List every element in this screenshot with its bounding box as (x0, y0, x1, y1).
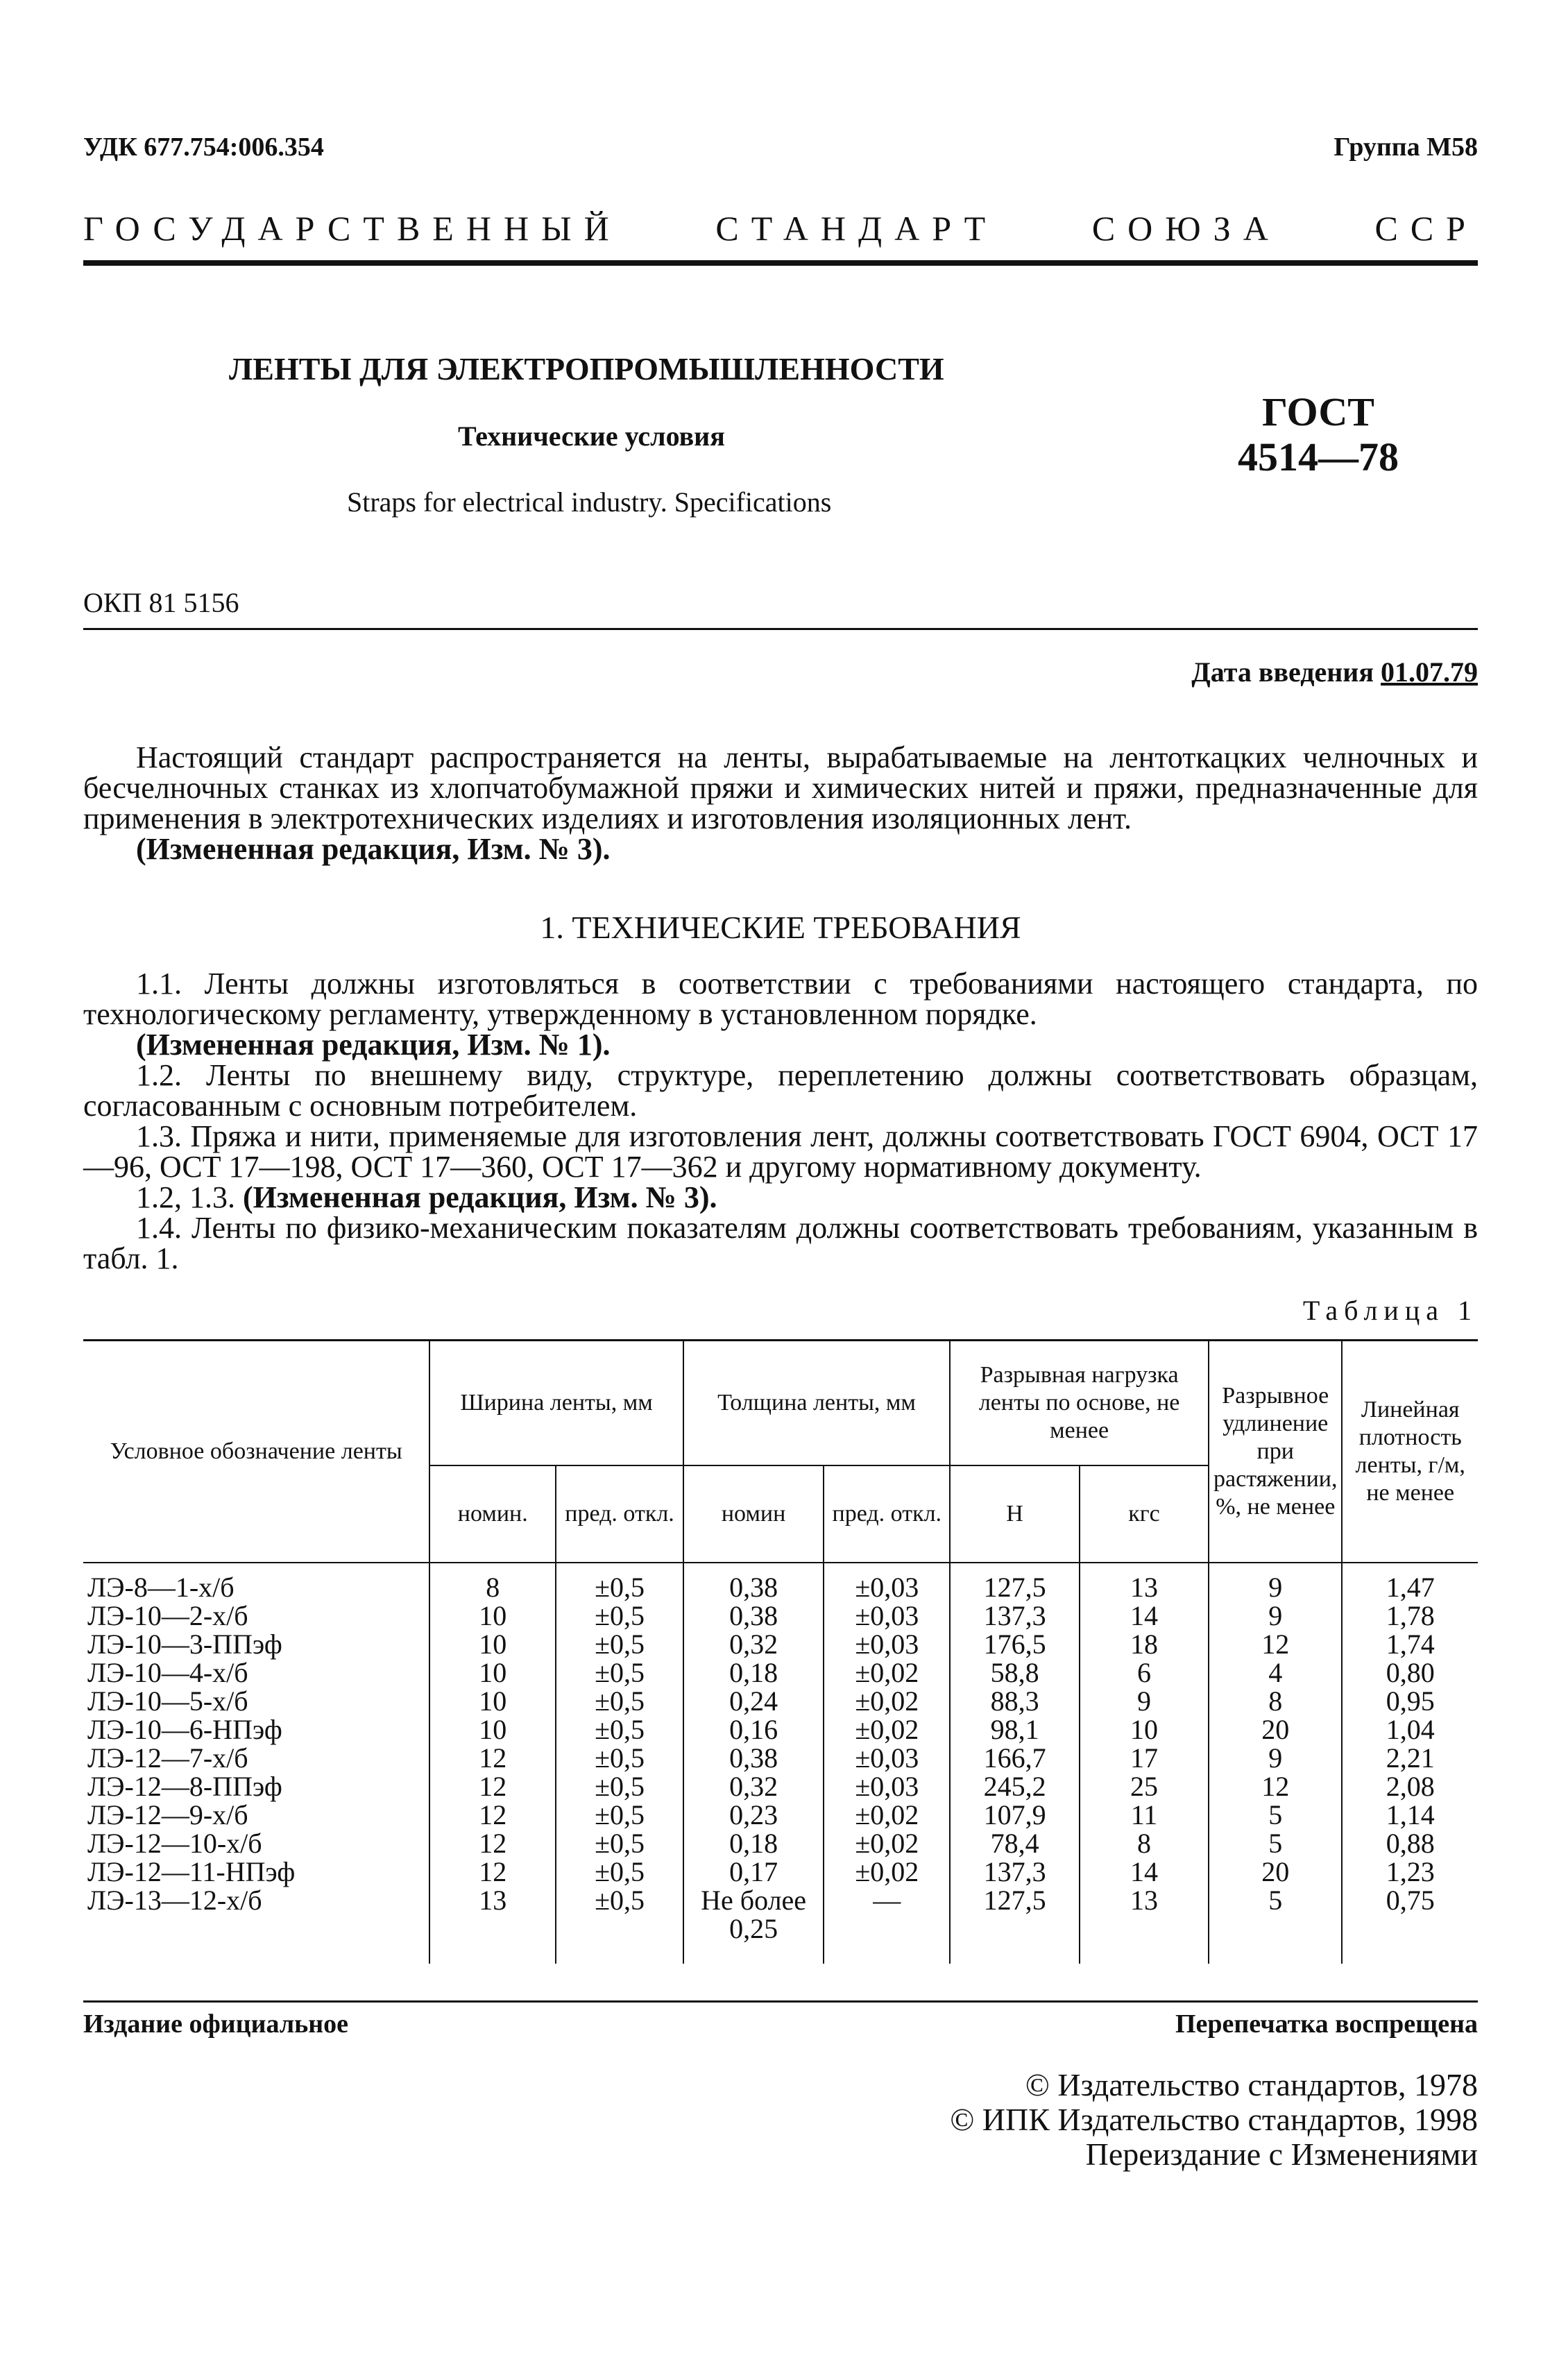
official-edition: Издание официальное (83, 2009, 349, 2039)
col-width-dev: пред. откл. (556, 1465, 683, 1563)
row-designation: ЛЭ-12—9-х/б (83, 1801, 429, 1829)
introduction-date (1191, 656, 1478, 688)
table-cell: 20 (1209, 1858, 1342, 1886)
table-cell: 8 (1209, 1687, 1342, 1715)
table-cell: 12 (429, 1801, 556, 1829)
copyright-1978: © Издательство стандартов, 1978 (1025, 2067, 1478, 2102)
table-row (83, 1687, 1478, 1715)
table-cell: 9 (1209, 1744, 1342, 1772)
intro-amendment: (Измененная редакция, Изм. № 3). (136, 832, 611, 866)
table-cell: 0,23 (683, 1801, 824, 1829)
row-designation: ЛЭ-8—1-х/б (83, 1563, 429, 1601)
table-cell: 1,04 (1342, 1715, 1478, 1744)
table-cell: ±0,03 (824, 1630, 950, 1658)
table-cell: 0,38 (683, 1563, 824, 1601)
table-cell: 20 (1209, 1715, 1342, 1744)
amendment-prefix: 1.2, 1.3. (136, 1180, 235, 1214)
table-cell: 18 (1080, 1630, 1209, 1658)
date-value: 01.07.79 (1381, 656, 1478, 688)
table-cell: 10 (429, 1658, 556, 1687)
table-row (83, 1715, 1478, 1744)
table-cell: 6 (1080, 1658, 1209, 1687)
table-cell: ±0,02 (824, 1715, 950, 1744)
table-cell: 8 (1080, 1829, 1209, 1858)
table-cell: 14 (1080, 1601, 1209, 1630)
table-cell: ±0,5 (556, 1601, 683, 1630)
document-subtitle: Технические условия (458, 420, 725, 452)
section-heading: 1. ТЕХНИЧЕСКИЕ ТРЕБОВАНИЯ (540, 910, 1021, 945)
table-cell: 0,32 (683, 1630, 824, 1658)
table-cell: 13 (1080, 1563, 1209, 1601)
table-cell: 11 (1080, 1801, 1209, 1829)
row-designation: ЛЭ-13—12-х/б (83, 1886, 429, 1964)
reprint-prohibited: Перепечатка воспрещена (1175, 2009, 1478, 2039)
table-cell: 0,32 (683, 1772, 824, 1801)
table-cell: 127,5 (950, 1886, 1080, 1964)
table-cell: 166,7 (950, 1744, 1080, 1772)
table-cell: 25 (1080, 1772, 1209, 1801)
table-caption: Таблица 1 (1302, 1295, 1478, 1326)
table-cell: 137,3 (950, 1858, 1080, 1886)
table-cell: 1,78 (1342, 1601, 1478, 1630)
table-cell: 1,47 (1342, 1563, 1478, 1601)
table-cell: 2,21 (1342, 1744, 1478, 1772)
table-cell: ±0,02 (824, 1858, 950, 1886)
row-designation: ЛЭ-10—2-х/б (83, 1601, 429, 1630)
table-cell: Не более 0,25 (683, 1886, 824, 1964)
copyright-block (950, 2068, 1478, 2172)
table-cell: 17 (1080, 1744, 1209, 1772)
table-cell: 0,38 (683, 1601, 824, 1630)
table-cell: 10 (429, 1687, 556, 1715)
table-cell: ±0,5 (556, 1563, 683, 1601)
row-designation: ЛЭ-10—6-НПэф (83, 1715, 429, 1744)
table-row (83, 1886, 1478, 1964)
clause-1-4: 1.4. Ленты по физико-механическим показателям должны соответствовать требованиям, указанным в табл. 1. (83, 1211, 1478, 1275)
row-designation: ЛЭ-12—7-х/б (83, 1744, 429, 1772)
col-elongation: Разрывное удлинение при растяжении, %, не менее (1209, 1341, 1342, 1563)
table-cell: 245,2 (950, 1772, 1080, 1801)
table-cell: 12 (429, 1744, 556, 1772)
table-cell: 12 (429, 1858, 556, 1886)
table-cell: 78,4 (950, 1829, 1080, 1858)
col-load-n: Н (950, 1465, 1080, 1563)
table-cell: 10 (429, 1601, 556, 1630)
col-width: Ширина ленты, мм (429, 1341, 683, 1466)
table-cell: 5 (1209, 1829, 1342, 1858)
table-cell: 12 (429, 1772, 556, 1801)
table-cell: 14 (1080, 1858, 1209, 1886)
table-cell: 0,95 (1342, 1687, 1478, 1715)
table-cell: ±0,03 (824, 1563, 950, 1601)
clause-1-2-1-3-amendment (83, 1182, 1478, 1213)
table-cell: 9 (1209, 1563, 1342, 1601)
english-title: Straps for electrical industry. Specifications (347, 486, 832, 518)
table-cell: 12 (429, 1829, 556, 1858)
table-cell: ±0,5 (556, 1715, 683, 1744)
table-row (83, 1858, 1478, 1886)
table-cell: 0,17 (683, 1858, 824, 1886)
col-load-kgf: кгс (1080, 1465, 1209, 1563)
row-designation: ЛЭ-12—11-НПэф (83, 1858, 429, 1886)
date-label: Дата введения (1191, 656, 1374, 688)
col-designation: Условное обозначение ленты (83, 1341, 429, 1563)
table-cell: 5 (1209, 1886, 1342, 1964)
section-body (83, 969, 1478, 1274)
table-cell: ±0,5 (556, 1886, 683, 1964)
table-cell: 107,9 (950, 1801, 1080, 1829)
table-cell: 1,74 (1342, 1630, 1478, 1658)
table-row (83, 1772, 1478, 1801)
table-cell: 137,3 (950, 1601, 1080, 1630)
table-cell: ±0,5 (556, 1772, 683, 1801)
table-row (83, 1563, 1478, 1601)
col-thickness: Толщина ленты, мм (683, 1341, 950, 1466)
table-cell: 1,14 (1342, 1801, 1478, 1829)
col-density: Линейная плотность ленты, г/м, не менее (1342, 1341, 1478, 1563)
table-row (83, 1744, 1478, 1772)
table-cell: 0,18 (683, 1829, 824, 1858)
table-cell: 0,18 (683, 1658, 824, 1687)
table-cell: — (824, 1886, 950, 1964)
table-cell: ±0,02 (824, 1801, 950, 1829)
gost-label: ГОСТ (1262, 389, 1374, 434)
table-cell: ±0,5 (556, 1630, 683, 1658)
group-code: Группа М58 (1334, 133, 1478, 162)
table-cell: ±0,5 (556, 1829, 683, 1858)
amendment-text: (Измененная редакция, Изм. № 3). (243, 1180, 717, 1214)
table-row (83, 1658, 1478, 1687)
clause-1-1: 1.1. Ленты должны изготовляться в соответствии с требованиями настоящего стандарта, по технологическому регламенту, утвержденному в установленном порядке. (83, 967, 1478, 1031)
table-cell: ±0,02 (824, 1687, 950, 1715)
table-1-body (83, 1563, 1478, 1964)
table-cell: ±0,5 (556, 1658, 683, 1687)
table-cell: 13 (1080, 1886, 1209, 1964)
intro-paragraph: Настоящий стандарт распространяется на ленты, вырабатываемые на лентоткацких челночных и бесчелночных станках из хлопчатобумажной пряжи и химических нитей и пряжи, предназначенные для применения в электротехнических изделиях и изготовления изоляционных лент. (83, 740, 1478, 835)
clause-1-1-amendment: (Измененная редакция, Изм. № 1). (136, 1028, 611, 1062)
table-cell: 58,8 (950, 1658, 1080, 1687)
table-cell: 2,08 (1342, 1772, 1478, 1801)
table-cell: ±0,03 (824, 1772, 950, 1801)
table-cell: 9 (1209, 1601, 1342, 1630)
title-rule (83, 628, 1478, 630)
document-title: ЛЕНТЫ ДЛЯ ЭЛЕКТРОПРОМЫШЛЕННОСТИ (229, 351, 944, 386)
col-thickness-nom: номин (683, 1465, 824, 1563)
gost-number: 4514—78 (1238, 434, 1399, 479)
table-cell: 176,5 (950, 1630, 1080, 1658)
clause-1-2: 1.2. Ленты по внешнему виду, структуре, переплетению должны соответствовать образцам, согласованным с основным потребителем. (83, 1058, 1478, 1123)
table-row (83, 1801, 1478, 1829)
table-cell: ±0,5 (556, 1744, 683, 1772)
col-load: Разрывная нагрузка ленты по основе, не менее (950, 1341, 1209, 1466)
table-row (83, 1630, 1478, 1658)
table-cell: 10 (429, 1630, 556, 1658)
table-row (83, 1829, 1478, 1858)
header-rule (83, 260, 1478, 266)
table-cell: 4 (1209, 1658, 1342, 1687)
intro-block (83, 742, 1478, 865)
table-cell: 0,24 (683, 1687, 824, 1715)
table-cell: 13 (429, 1886, 556, 1964)
table-cell: 9 (1080, 1687, 1209, 1715)
table-cell: 10 (429, 1715, 556, 1744)
col-width-nom: номин. (429, 1465, 556, 1563)
clause-1-3: 1.3. Пряжа и нити, применяемые для изготовления лент, должны соответствовать ГОСТ 6904, ОСТ 17—96, ОСТ 17—198, ОСТ 17—360, ОСТ 17—362 и другому нормативному документу. (83, 1119, 1478, 1184)
copyright-1998: © ИПК Издательство стандартов, 1998 (950, 2102, 1478, 2137)
table-cell: 88,3 (950, 1687, 1080, 1715)
table-cell: 0,16 (683, 1715, 824, 1744)
table-cell: ±0,03 (824, 1744, 950, 1772)
row-designation: ЛЭ-12—8-ППэф (83, 1772, 429, 1801)
table-cell: 8 (429, 1563, 556, 1601)
table-cell: 98,1 (950, 1715, 1080, 1744)
reissue-note: Переиздание с Изменениями (1085, 2136, 1478, 2172)
table-cell: 5 (1209, 1801, 1342, 1829)
table-cell: 1,23 (1342, 1858, 1478, 1886)
col-thickness-dev: пред. откл. (824, 1465, 950, 1563)
table-cell: ±0,5 (556, 1801, 683, 1829)
table-cell: 0,75 (1342, 1886, 1478, 1964)
state-standard-heading: ГОСУДАРСТВЕННЫЙ СТАНДАРТ СОЮЗА ССР (83, 209, 1478, 248)
table-cell: 10 (1080, 1715, 1209, 1744)
table-cell: ±0,5 (556, 1687, 683, 1715)
table-1 (83, 1339, 1478, 1964)
table-cell: ±0,02 (824, 1658, 950, 1687)
table-cell: 0,88 (1342, 1829, 1478, 1858)
row-designation: ЛЭ-12—10-х/б (83, 1829, 429, 1858)
row-designation: ЛЭ-10—3-ППэф (83, 1630, 429, 1658)
table-row (83, 1601, 1478, 1630)
table-cell: 127,5 (950, 1563, 1080, 1601)
table-cell: 0,80 (1342, 1658, 1478, 1687)
row-designation: ЛЭ-10—5-х/б (83, 1687, 429, 1715)
table-cell: 12 (1209, 1772, 1342, 1801)
table-cell: ±0,03 (824, 1601, 950, 1630)
table-cell: ±0,5 (556, 1858, 683, 1886)
row-designation: ЛЭ-10—4-х/б (83, 1658, 429, 1687)
table-cell: 12 (1209, 1630, 1342, 1658)
table-cell: ±0,02 (824, 1829, 950, 1858)
okp-code: ОКП 81 5156 (83, 587, 239, 618)
udk-code: УДК 677.754:006.354 (83, 133, 324, 162)
footer-rule (83, 2000, 1478, 2003)
table-cell: 0,38 (683, 1744, 824, 1772)
